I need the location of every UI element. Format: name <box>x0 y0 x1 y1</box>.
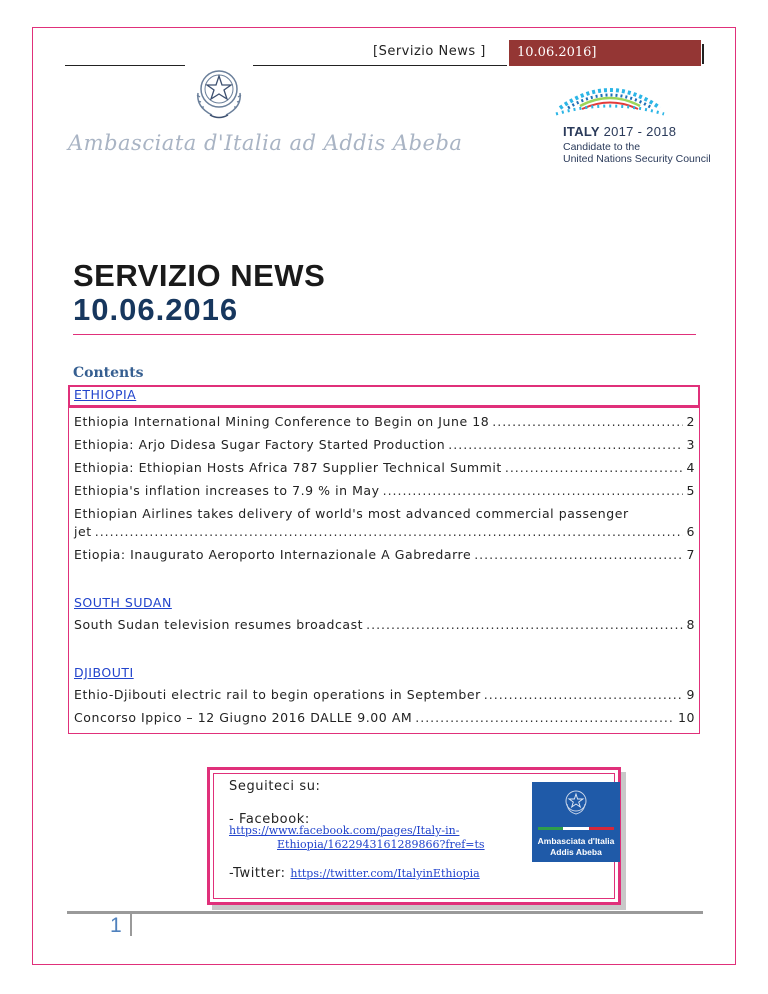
toc-entry[interactable] <box>74 460 695 475</box>
toc-leader <box>415 710 675 725</box>
toc-leader <box>505 460 684 475</box>
toc-leader <box>484 687 684 702</box>
toc-leader <box>474 547 683 562</box>
header-date-band: 10.06.2016] <box>509 40 701 66</box>
toc-entry[interactable] <box>74 437 695 452</box>
facebook-link[interactable] <box>229 824 529 852</box>
toc-entry-page: 3 <box>686 437 695 452</box>
document-title: SERVIZIO NEWS <box>73 258 326 293</box>
embassy-name: Ambasciata d'Italia ad Addis Abeba <box>68 131 463 155</box>
toc-leader <box>448 437 683 452</box>
embassy-social-card <box>532 782 620 862</box>
contents-heading: Contents <box>73 365 144 381</box>
card-emblem-icon <box>562 788 590 816</box>
toc-body-box <box>68 407 700 734</box>
italian-emblem-icon <box>190 63 248 121</box>
unsc-years: 2017 - 2018 <box>603 124 677 139</box>
toc-entry[interactable] <box>74 483 695 498</box>
header-rule-right <box>253 65 507 66</box>
card-name-line-2: Addis Abeba <box>550 847 602 857</box>
header-service-label: [Servizio News ] <box>373 44 486 59</box>
toc-leader <box>95 524 684 539</box>
toc-entry-title: Ethiopia International Mining Conference to Begin on June 18 <box>74 414 490 429</box>
facebook-link-line-2: Ethiopia/1622943161289866?fref=ts <box>277 838 485 851</box>
toc-entry-page: 4 <box>686 460 695 475</box>
toc-entry-page: 7 <box>686 547 695 562</box>
toc-entry-title: Ethiopia's inflation increases to 7.9 % in May <box>74 483 380 498</box>
toc-section-south-sudan[interactable]: SOUTH SUDAN <box>74 595 172 610</box>
twitter-label: -Twitter: <box>229 866 291 881</box>
toc-leader <box>366 617 683 632</box>
toc-entry[interactable] <box>74 687 695 702</box>
toc-entry-title: Concorso Ippico – 12 Giugno 2016 DALLE 9.00 AM <box>74 710 413 725</box>
toc-entry-title: jet <box>74 524 92 539</box>
toc-leader <box>383 483 684 498</box>
toc-section-ethiopia[interactable]: ETHIOPIA <box>74 387 137 402</box>
toc-entry[interactable] <box>74 547 695 562</box>
toc-entry-page: 8 <box>686 617 695 632</box>
toc-entry-page: 5 <box>686 483 695 498</box>
unsc-line-2: Candidate to the <box>563 141 641 153</box>
toc-entry-page: 2 <box>686 414 695 429</box>
unsc-line-1 <box>563 124 676 139</box>
toc-entry-title: Ethiopia: Arjo Didesa Sugar Factory Started Production <box>74 437 446 452</box>
toc-entry[interactable] <box>74 524 695 539</box>
italian-flag-stripe <box>538 827 614 830</box>
toc-entry-page: 10 <box>677 710 695 725</box>
unsc-italy: ITALY <box>563 124 600 139</box>
toc-entry-title: Ethio-Djibouti electric rail to begin operations in September <box>74 687 481 702</box>
toc-leader <box>492 414 683 429</box>
toc-entry-title: Etiopia: Inaugurato Aeroporto Internazionale A Gabredarre <box>74 547 472 562</box>
toc-entry-first-line[interactable]: Ethiopian Airlines takes delivery of world's most advanced commercial passenger <box>74 506 629 521</box>
toc-entry-page: 6 <box>686 524 695 539</box>
toc-entry[interactable] <box>74 710 695 725</box>
facebook-link-line-1: https://www.facebook.com/pages/Italy-in- <box>229 824 460 837</box>
toc-entry-title: Ethiopia: Ethiopian Hosts Africa 787 Supplier Technical Summit <box>74 460 502 475</box>
document-date-title: 10.06.2016 <box>73 292 239 327</box>
page-number-divider <box>130 911 132 936</box>
ethiopia-heading-box <box>68 385 700 407</box>
header-rule-left <box>65 65 185 66</box>
follow-title: Seguiteci su: <box>229 779 321 794</box>
toc-entry-page: 9 <box>686 687 695 702</box>
unsc-candidacy-logo-icon <box>552 78 668 116</box>
card-name-line-1: Ambasciata d'Italia <box>537 836 615 846</box>
facebook-label: - Facebook: <box>229 812 310 827</box>
twitter-row <box>229 866 480 881</box>
toc-entry[interactable] <box>74 414 695 429</box>
twitter-link[interactable]: https://twitter.com/ItalyinEthiopia <box>290 867 480 880</box>
toc-section-djibouti[interactable]: DJIBOUTI <box>74 665 134 680</box>
footer-rule <box>67 911 703 914</box>
unsc-line-3: United Nations Security Council <box>563 153 711 165</box>
title-rule <box>73 334 696 335</box>
page-number: 1 <box>110 914 122 937</box>
toc-entry-title: South Sudan television resumes broadcast <box>74 617 364 632</box>
toc-entry[interactable] <box>74 617 695 632</box>
